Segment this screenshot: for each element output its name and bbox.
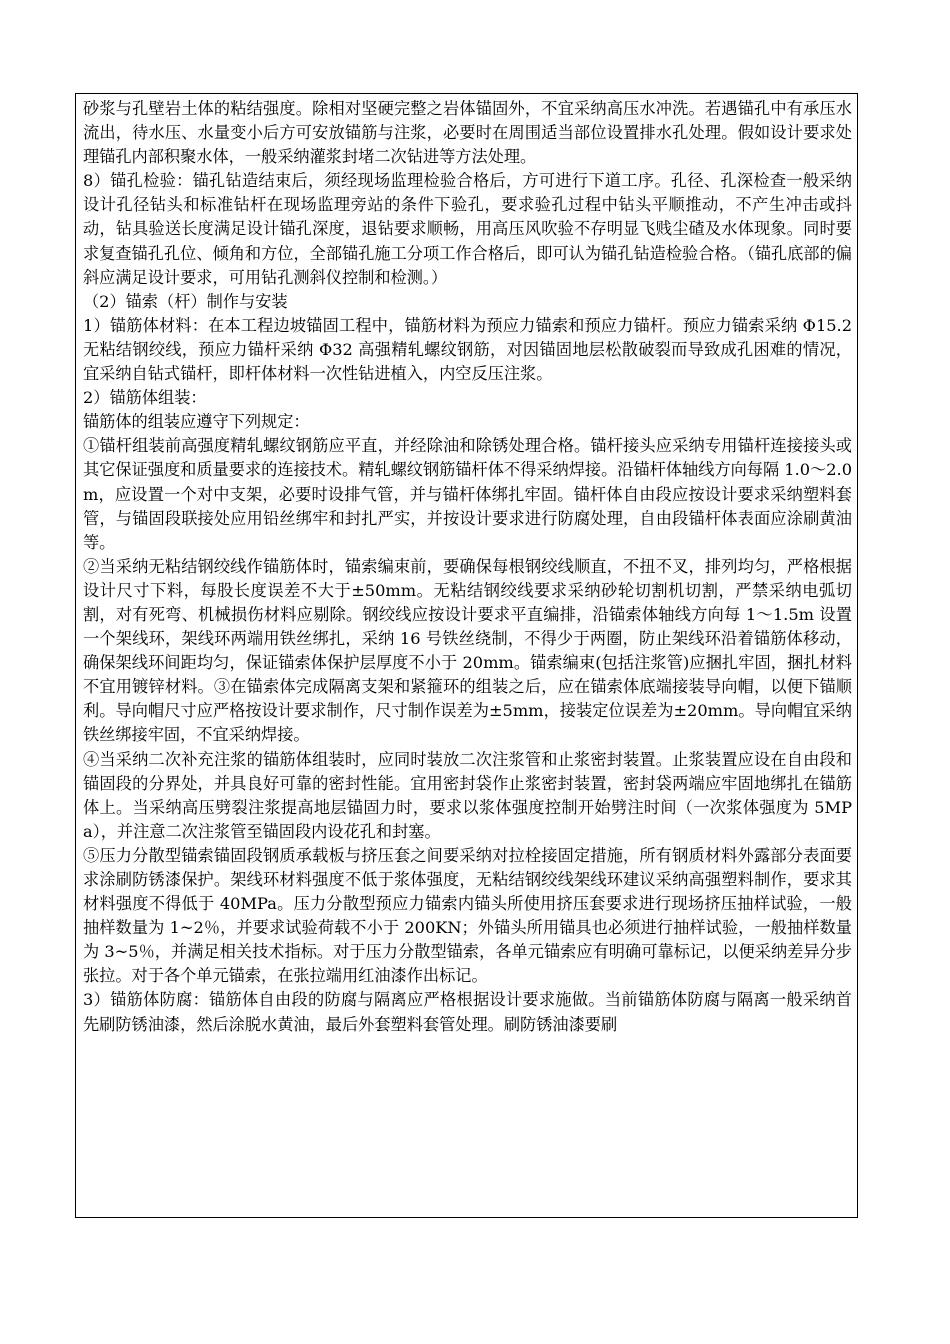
paragraph-grout-bond: 砂浆与孔壁岩土体的粘结强度。除相对坚硬完整之岩体锚固外，不宜采纳高压水冲洗。若遇锚孔中有承压水流出，待水压、水量变小后方可安放锚筋与注浆，必要时在周围适当部位设置排水孔处理。假如设计要求处理锚孔内部积聚水体，一般采纳灌浆封堵二次钻进等方法处理。 [83, 99, 852, 167]
table-cell-frame [75, 93, 858, 1218]
section-heading-anchor-fabrication: （2）锚索（杆）制作与安装 [83, 291, 288, 311]
paragraph-rule-4: ④当采纳二次补充注浆的锚筋体组装时，应同时装放二次注浆管和止浆密封装置。止浆装置应设在自由段和锚固段的分界处，并具良好可靠的密封性能。宜用密封袋作止浆密封装置，密封袋两端应牢固地绑扎在锚筋体上。当采纳高压劈裂注浆提高地层锚固力时，要求以浆体强度控制开始劈注时间（一次浆体强度为 5MPa），并注意二次注浆管至锚固段内设花孔和封塞。 [83, 749, 852, 841]
paragraph-anchor-material: 1）锚筋体材料：在本工程边坡锚固工程中，锚筋材料为预应力锚索和预应力锚杆。预应力锚索采纳 Φ15.2 无粘结钢绞线，预应力锚杆采纳 Φ32 高强精轧螺纹钢筋，对因锚固地层松散破裂而导致成孔困难的情况，宜采纳自钻式锚杆，即杆体材料一次性钻进植入，内空反压注浆。 [83, 315, 852, 384]
paragraph-rule-1: ①锚杆组装前高强度精轧螺纹钢筋应平直，并经除油和除锈处理合格。锚杆接头应采纳专用锚杆连接接头或其它保证强度和质量要求的连接技术。精轧螺纹钢筋锚杆体不得采纳焊接。沿锚杆体轴线方向每隔 1.0～2.0m，应设置一个对中支架，必要时设排气管，并与锚杆体绑扎牢固。锚杆体自由段应按设计要求采纳塑料套管，与锚固段联接处应用铅丝绑牢和封扎严实，并按设计要求进行防腐处理，自由段锚杆体表面应涂刷黄油等。 [83, 436, 852, 552]
paragraph-hole-inspection: 8）锚孔检验：锚孔钻造结束后，须经现场监理检验合格后，方可进行下道工序。孔径、孔深检查一般采纳设计孔径钻头和标准钻杆在现场监理旁站的条件下验孔，要求验孔过程中钻头平顺推动，不产生冲击或抖动，钻具验送长度满足设计锚孔深度，退钻要求顺畅，用高压风吹验不存明显飞贱尘碴及水体现象。同时要求复查锚孔孔位、倾角和方位，全部锚孔施工分项工作合格后，即可认为锚孔钻造检验合格。（锚孔底部的偏斜应满足设计要求，可用钻孔测斜仪控制和检测。） [83, 171, 852, 287]
paragraph-rule-2-3: ②当采纳无粘结钢绞线作锚筋体时，锚索编束前，要确保每根钢绞线顺直，不扭不叉，排列均匀，严格根据设计尺寸下料，每股长度误差不大于±50mm。无粘结钢绞线要求采纳砂轮切割机切割，严禁采纳电弧切割，对有死弯、机械损伤材料应剔除。钢绞线应按设计要求平直编排，沿锚索体轴线方向每 1～1.5m 设置一个架线环，架线环两端用铁丝绑扎，采纳 16 号铁丝绕制，不得少于两圈，防止架线环沿着锚筋体移动，确保架线环间距均匀，保证锚索体保护层厚度不小于 20mm。锚索编束(包括注浆管)应捆扎牢固，捆扎材料不宜用镀锌材料。③在锚索体完成隔离支架和紧箍环的组装之后，应在锚索体底端接装导向帽，以便下锚顺利。导向帽尺寸应严格按设计要求制作，尺寸制作误差为±5mm，接装定位误差为±20mm。导向帽宜采纳铁丝绑接牢固，不宜采纳焊接。 [83, 556, 852, 745]
document-body [83, 97, 852, 1037]
paragraph-rule-5: ⑤压力分散型锚索锚固段钢质承载板与挤压套之间要采纳对拉栓接固定措施，所有钢质材料外露部分表面要求涂刷防锈漆保护。架线环材料强度不低于浆体强度，无粘结钢绞线架线环建议采纳高强塑料制作，要求其材料强度不得低于 40MPa。压力分散型预应力锚索内锚头所使用挤压套要求进行现场挤压抽样试验，一般抽样数量为 1~2％，并要求试验荷载不小于 200KN；外锚头所用锚具也必须进行抽样试验，一般抽样数量为 3~5％，并满足相关技术指标。对于压力分散型锚索，各单元锚索应有明确可靠标记，以便采纳差异分步张拉。对于各个单元锚索，在张拉端用红油漆作出标记。 [83, 845, 852, 986]
paragraph-assembly-heading: 2）锚筋体组装： [83, 388, 207, 408]
paragraph-assembly-rules: 锚筋体的组装应遵守下列规定： [83, 412, 310, 432]
paragraph-anticorrosion: 3）锚筋体防腐：锚筋体自由段的防腐与隔离应严格根据设计要求施做。当前锚筋体防腐与隔离一般采纳首先刷防锈油漆，然后涂脱水黄油，最后外套塑料套管处理。刷防锈油漆要刷 [83, 990, 852, 1034]
